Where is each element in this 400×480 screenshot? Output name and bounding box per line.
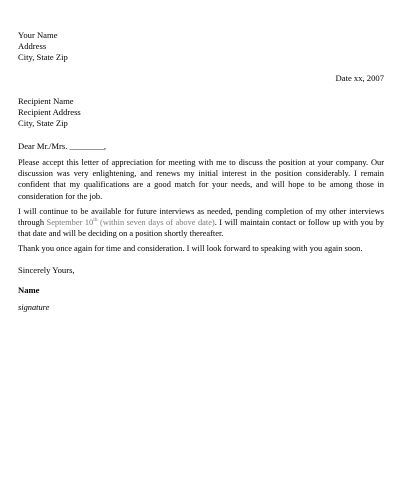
recipient-block — [18, 96, 384, 129]
sender-address: Address — [18, 41, 47, 51]
availability-text-start: I will continue to be available for future interviews as needed, pending completion of my other interviews through — [18, 207, 384, 228]
paragraph-thanks: Thank you once again for time and consideration. I will look forward to speaking with you again soon. — [18, 244, 363, 253]
deadline-date-note: (within seven days of above date) — [97, 218, 215, 228]
signature: signature — [18, 303, 50, 312]
deadline-date-text: September 10 — [46, 218, 94, 228]
paragraph-appreciation: Please accept this letter of appreciation for meeting with me to discuss the position at your company. Our discussion was very enlightening, and renews my initial interest in the position considerably. I remain confident that my qualifications are a good match for your needs, and will hope to be among those in consideration for the job. — [18, 158, 384, 201]
deadline-date-suffix: th — [93, 217, 98, 224]
salutation — [18, 141, 384, 152]
recipient-city-state-zip: City, State Zip — [18, 118, 68, 128]
signer-name: Name — [18, 285, 40, 295]
paragraph-availability — [18, 206, 384, 240]
deadline-date — [47, 218, 215, 227]
availability-text-end: . I will maintain contact or follow up with you by that date and will be deciding on a position shortly thereafter. — [18, 218, 384, 239]
recipient-name: Recipient Name — [18, 96, 74, 106]
recipient-address: Recipient Address — [18, 107, 81, 117]
sender-city-state-zip: City, State Zip — [18, 52, 68, 62]
sender-name: Your Name — [18, 30, 58, 40]
closing: Sincerely Yours, — [18, 265, 75, 275]
sender-block — [18, 30, 384, 63]
salutation-text: Dear Mr./Mrs. ________, — [18, 141, 107, 151]
letter-date: Date xx, 2007 — [335, 73, 384, 83]
